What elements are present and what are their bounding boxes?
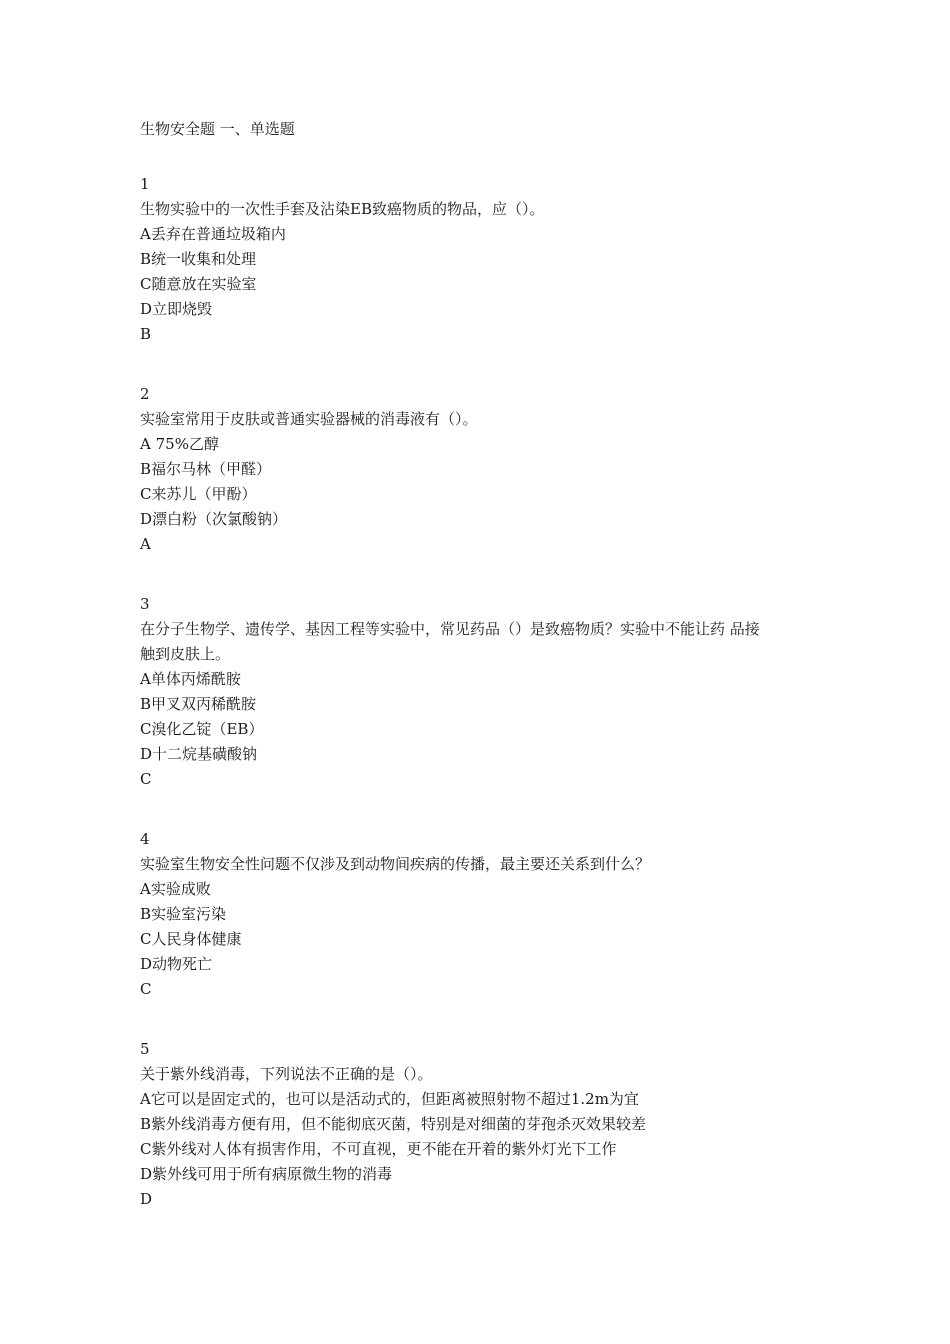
question-3: [140, 592, 820, 792]
question-number: 1: [140, 175, 150, 193]
question-stem-line-2: 触到皮肤上。: [140, 645, 231, 663]
option-d: D动物死亡: [140, 955, 213, 973]
option-a: A丢弃在普通垃圾箱内: [140, 225, 286, 243]
question-4: [140, 827, 820, 1002]
option-d: D十二烷基磺酸钠: [140, 745, 258, 763]
question-1: [140, 172, 820, 347]
option-b: B实验室污染: [140, 905, 227, 923]
option-b: B紫外线消毒方便有用，但不能彻底灭菌，特别是对细菌的芽孢杀灭效果较差: [140, 1115, 647, 1133]
option-c: C人民身体健康: [140, 930, 242, 948]
question-stem-line-1: 在分子生物学、遗传学、基因工程等实验中，常见药品（）是致癌物质？实验中不能让药 品接: [140, 620, 760, 638]
question-number: 3: [140, 595, 150, 613]
question-stem: 实验室生物安全性问题不仅涉及到动物间疾病的传播，最主要还关系到什么？: [140, 855, 651, 873]
question-stem: 关于紫外线消毒，下列说法不正确的是（）。: [140, 1065, 433, 1083]
answer: B: [140, 325, 152, 343]
answer: A: [140, 535, 151, 553]
option-c: C随意放在实验室: [140, 275, 257, 293]
option-c: C紫外线对人体有损害作用，不可直视，更不能在开着的紫外灯光下工作: [140, 1140, 617, 1158]
answer: C: [140, 980, 152, 998]
option-b: B福尔马林（甲醛）: [140, 460, 272, 478]
answer: C: [140, 770, 152, 788]
option-a: A它可以是固定式的，也可以是活动式的，但距离被照射物不超过1.2m为宜: [140, 1090, 639, 1108]
question-2: [140, 382, 820, 557]
option-a: A单体丙烯酰胺: [140, 670, 241, 688]
option-a: A实验成败: [140, 880, 211, 898]
document-title: 生物安全题 一、单选题: [140, 120, 295, 138]
option-b: B甲叉双丙稀酰胺: [140, 695, 257, 713]
option-d: D漂白粉（次氯酸钠）: [140, 510, 288, 528]
option-b: B统一收集和处理: [140, 250, 257, 268]
answer: D: [140, 1190, 153, 1208]
question-stem: 实验室常用于皮肤或普通实验器械的消毒液有（）。: [140, 410, 478, 428]
option-c: C来苏儿（甲酚）: [140, 485, 257, 503]
question-number: 4: [140, 830, 150, 848]
question-number: 2: [140, 385, 150, 403]
question-number: 5: [140, 1040, 150, 1058]
option-c: C溴化乙锭（EB）: [140, 720, 264, 738]
question-stem: 生物实验中的一次性手套及沾染EB致癌物质的物品，应（）。: [140, 200, 545, 218]
question-5: [140, 1037, 820, 1212]
option-d: D立即烧毁: [140, 300, 213, 318]
option-d: D紫外线可用于所有病原微生物的消毒: [140, 1165, 393, 1183]
option-a: A 75%乙醇: [140, 435, 219, 453]
